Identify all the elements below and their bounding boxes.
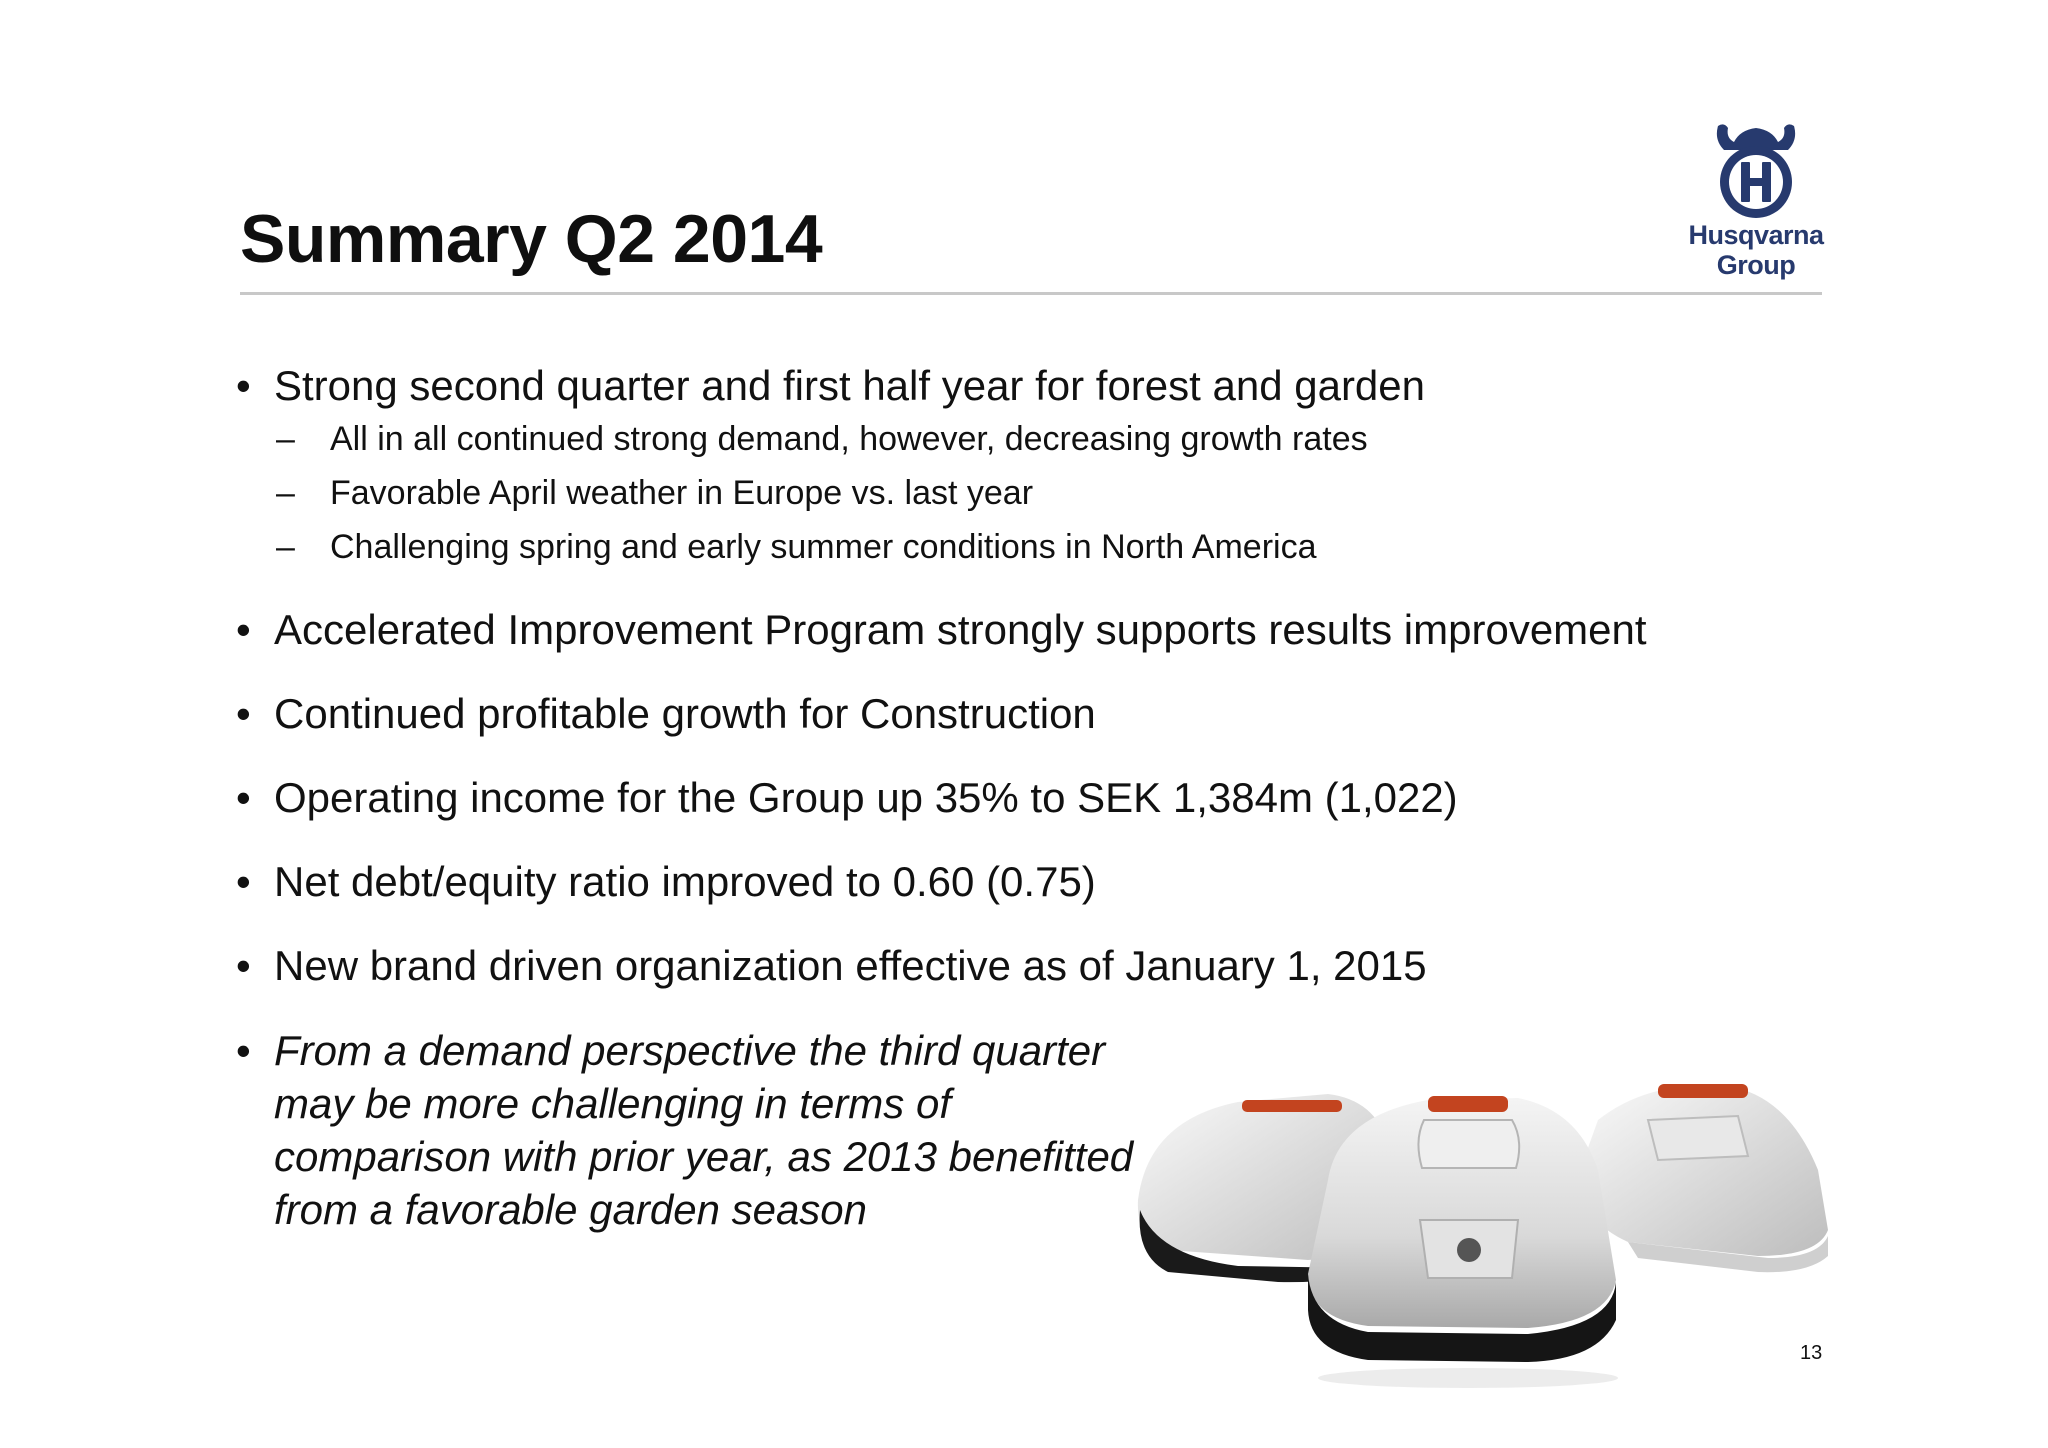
bullet-text: From a demand perspective the third quarter may be more challenging in terms of comparison with prior year, as 2013 benefitted from a favorable garden season — [274, 1027, 1134, 1233]
sub-bullet-dash: – — [276, 474, 295, 512]
slide-title: Summary Q2 2014 — [240, 201, 823, 277]
bullet-item — [236, 604, 1836, 656]
bullet-dot: • — [236, 1027, 251, 1074]
mower-right — [1580, 1084, 1828, 1272]
logo-text-group: Group — [1716, 250, 1796, 280]
bullet-text: Accelerated Improvement Program strongly supports results improvement — [274, 606, 1647, 653]
logo-text-husqvarna: Husqvarna — [1688, 220, 1824, 250]
bullet-dot: • — [236, 858, 251, 905]
bullet-dot: • — [236, 606, 251, 653]
husqvarna-crown-h-icon — [1714, 120, 1798, 220]
sub-bullet-item — [236, 520, 1836, 574]
sub-bullet-item — [236, 466, 1836, 520]
bullet-item — [236, 772, 1836, 824]
bullet-text: Net debt/equity ratio improved to 0.60 (0.75) — [274, 858, 1096, 905]
sub-bullet-text: Challenging spring and early summer conditions in North America — [330, 528, 1317, 566]
sub-bullet-text: Favorable April weather in Europe vs. last year — [330, 474, 1034, 512]
bullet-text: New brand driven organization effective as of January 1, 2015 — [274, 942, 1427, 989]
bullet-item — [236, 856, 1836, 908]
bullet-dot: • — [236, 774, 251, 821]
bullet-dot: • — [236, 942, 251, 989]
mower-center — [1308, 1096, 1618, 1388]
bullet-text: Continued profitable growth for Construction — [274, 690, 1096, 737]
bullet-dot: • — [236, 362, 251, 409]
page-number: 13 — [1800, 1342, 1823, 1364]
sub-bullet-text: All in all continued strong demand, however, decreasing growth rates — [330, 420, 1368, 458]
sub-bullet-item — [236, 412, 1836, 466]
bullet-text: Operating income for the Group up 35% to SEK 1,384m (1,022) — [274, 774, 1458, 821]
bullet-item — [236, 360, 1836, 412]
bullet-item — [236, 940, 1836, 992]
bullet-text: Strong second quarter and first half year for forest and garden — [274, 362, 1426, 409]
title-divider — [240, 292, 1822, 295]
bullet-dot: • — [236, 690, 251, 737]
sub-bullet-dash: – — [276, 528, 295, 566]
sub-bullet-dash: – — [276, 420, 295, 458]
bullet-item — [236, 688, 1836, 740]
bullet-item-outlook — [236, 1024, 1174, 1236]
robotic-mowers-image — [1128, 1060, 1868, 1400]
husqvarna-group-logo — [1686, 120, 1826, 280]
